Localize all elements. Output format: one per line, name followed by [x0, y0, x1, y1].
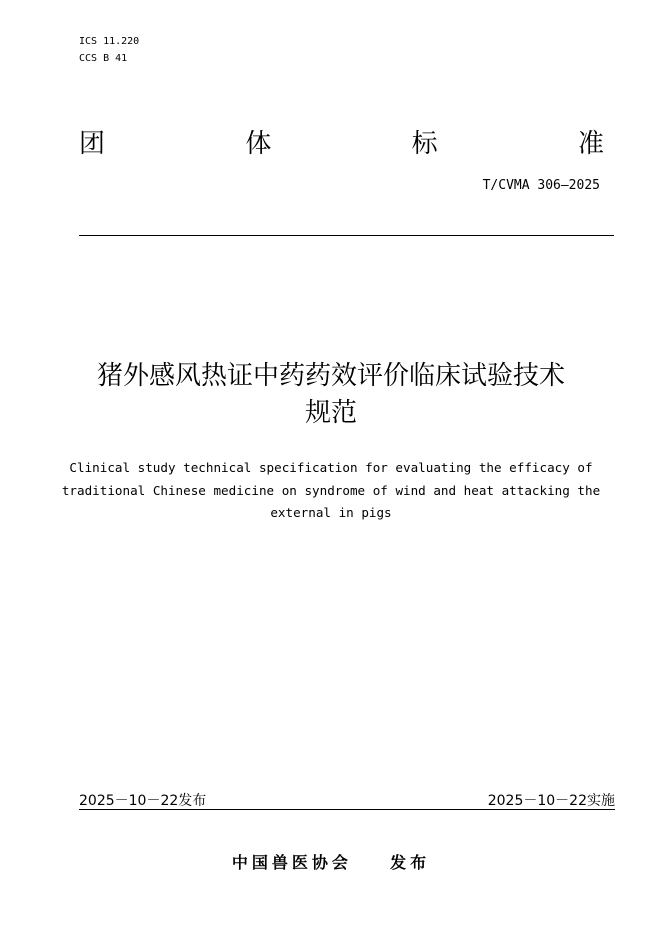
english-title-line-3: external in pigs: [270, 505, 392, 520]
chinese-title-line-2: 规范: [304, 398, 357, 428]
standard-type-char-4: 准: [577, 129, 604, 159]
publisher-name: 中国兽医协会: [231, 853, 352, 872]
ics-code: ICS 11.220: [79, 36, 140, 47]
publish-action: 发布: [390, 853, 431, 872]
standard-type-char-1: 团: [79, 129, 106, 159]
standard-type-heading: [79, 128, 604, 160]
english-title: [40, 457, 622, 525]
standard-type-char-2: 体: [245, 129, 272, 159]
ccs-code: CCS B 41: [79, 53, 128, 64]
standard-number: T/CVMA 306—2025: [482, 178, 600, 193]
implementation-date: 2025－10－22实施: [487, 793, 615, 809]
chinese-title-line-1: 猪外感风热证中药药效评价临床试验技术: [96, 361, 565, 391]
english-title-line-2: traditional Chinese medicine on syndrome of wind and heat attacking the: [61, 482, 601, 498]
english-title-line-1: Clinical study technical specification for evaluating the efficacy of: [69, 460, 593, 475]
issue-date: 2025－10－22发布: [79, 793, 207, 809]
chinese-title: [40, 358, 622, 432]
classification-codes: [79, 33, 139, 67]
bottom-divider: [79, 809, 615, 810]
top-divider: [79, 235, 614, 236]
publisher-line: [0, 850, 662, 873]
standard-type-char-3: 标: [411, 129, 438, 159]
date-row: [79, 792, 615, 810]
